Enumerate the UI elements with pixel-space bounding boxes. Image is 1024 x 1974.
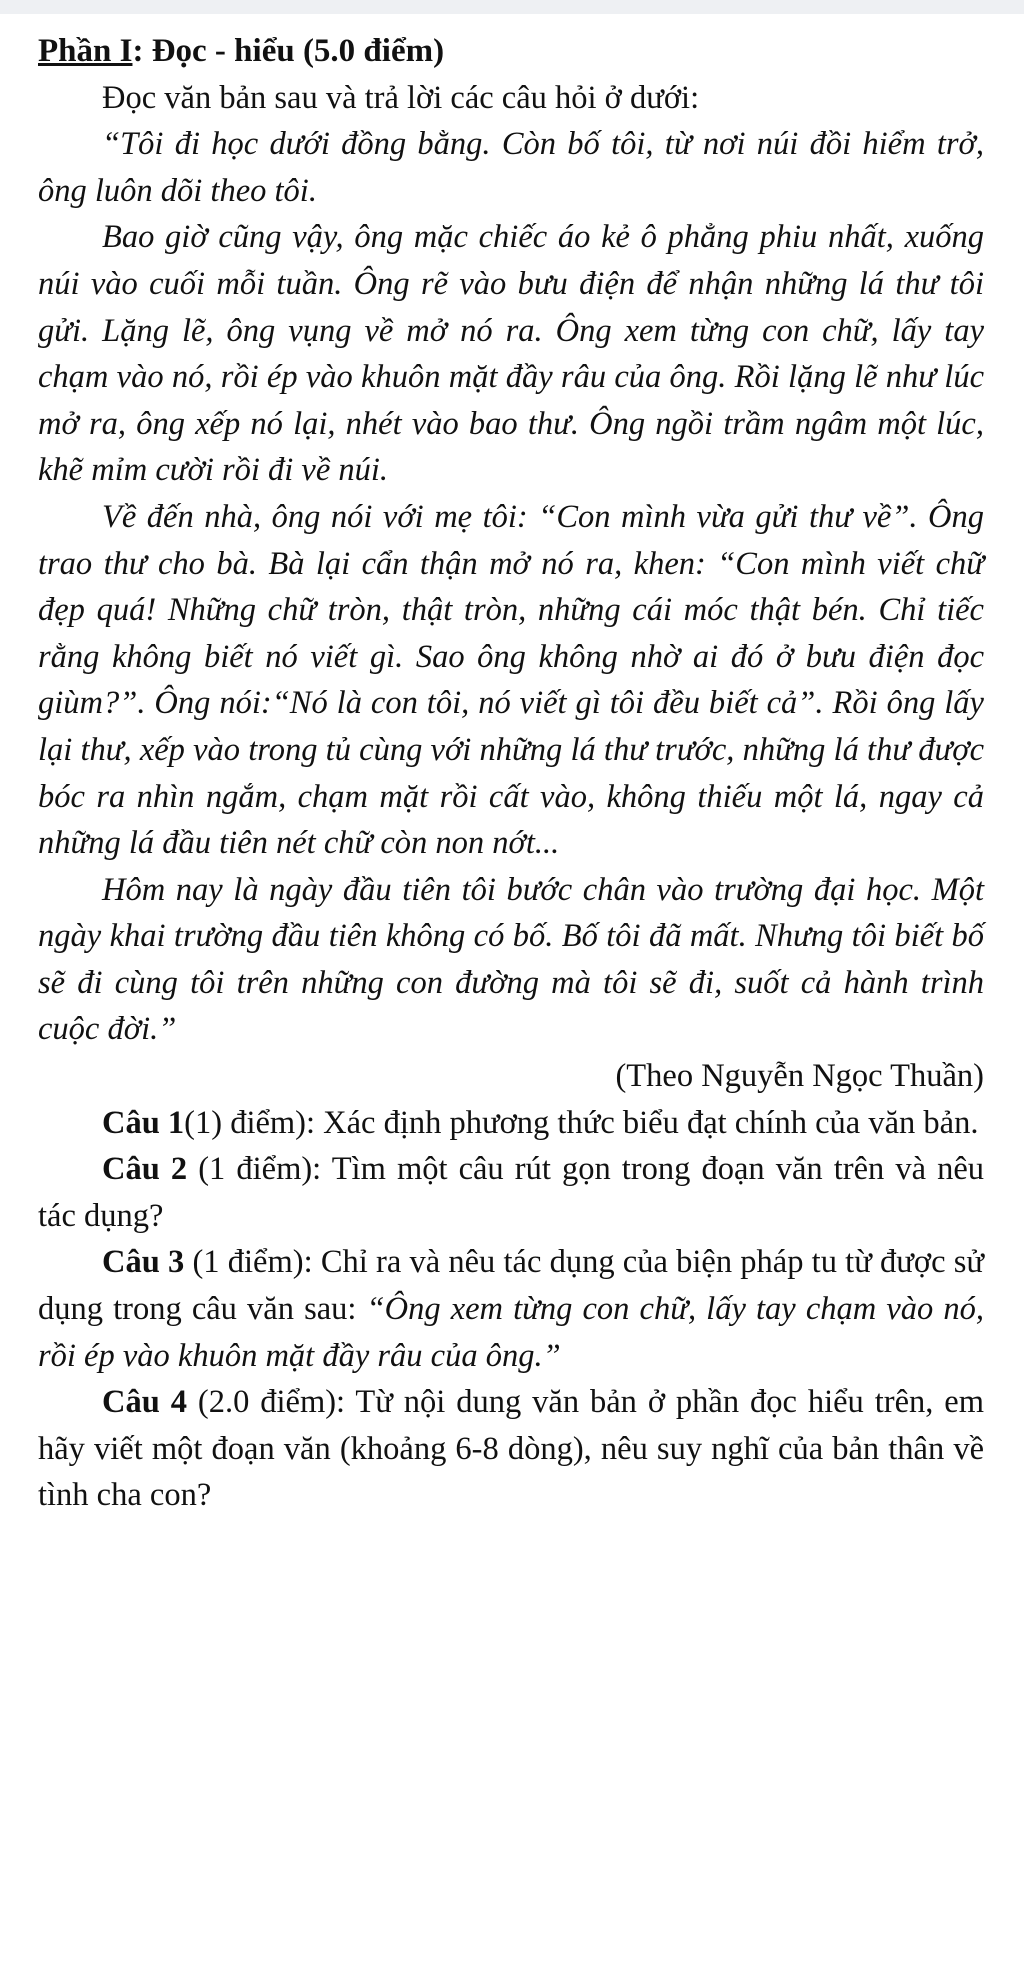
section-title: : Đọc - hiểu (5.0 điểm)	[132, 33, 445, 69]
question-1-text: (1) điểm): Xác định phương thức biểu đạt chính của văn bản.	[184, 1104, 979, 1141]
instruction: Đọc văn bản sau và trả lời các câu hỏi ở dưới:	[102, 79, 700, 116]
question-4-text: (2.0 điểm): Từ nội dung văn bản ở phần đọc hiểu trên, em hãy viết một đoạn văn (khoảng 6-8 dòng), nêu suy nghĩ của bản thân về tình cha con?	[38, 1384, 984, 1514]
passage-paragraph-1: “Tôi đi học dưới đồng bằng. Còn bố tôi, từ nơi núi đồi hiểm trở, ông luôn dõi theo tôi.	[38, 126, 984, 209]
question-3-label: Câu 3	[102, 1244, 185, 1281]
question-3-text: (1 điểm): Chỉ ra và nêu tác dụng của biện pháp tu từ được sử dụng trong câu văn sau:	[38, 1244, 984, 1328]
passage-paragraph-4: Hôm nay là ngày đầu tiên tôi bước chân vào trường đại học. Một ngày khai trường đầu tiên không có bố. Bố tôi đã mất. Nhưng tôi biết bố sẽ đi cùng tôi trên những con đường mà tôi sẽ đi, suốt cả hành trình cuộc đời.”	[38, 871, 984, 1048]
passage-paragraph-3: Về đến nhà, ông nói với mẹ tôi: “Con mình vừa gửi thư về”. Ông trao thư cho bà. Bà lại cẩn thận mở nó ra, khen: “Con mình viết chữ đẹp quá! Những chữ tròn, thật tròn, những cái móc thật bén. Chỉ tiếc rằng không biết nó viết gì. Sao ông không nhờ ai đó ở bưu điện đọc giùm?”. Ông nói:“Nó là con tôi, nó viết gì tôi đều biết cả”. Rồi ông lấy lại thư, xếp vào trong tủ cùng với những lá thư trước, những lá thư được bóc ra nhìn ngắm, chạm mặt rồi cất vào, không thiếu một lá, ngay cả những lá đầu tiên nét chữ còn non nớt...	[38, 498, 984, 862]
question-1-label: Câu 1	[102, 1104, 185, 1141]
question-2	[38, 1146, 984, 1239]
source-attribution: (Theo Nguyễn Ngọc Thuần)	[615, 1058, 984, 1095]
question-3-quote: “Ông xem từng con chữ, lấy tay chạm vào nó, rồi ép vào khuôn mặt đầy râu của ông.”	[38, 1291, 984, 1374]
top-bar	[0, 0, 1024, 14]
section-label: Phần I	[38, 33, 133, 69]
question-3	[38, 1239, 984, 1379]
question-4	[38, 1379, 984, 1519]
question-2-label: Câu 2	[102, 1151, 188, 1188]
document-page	[38, 28, 984, 1519]
section-heading	[38, 28, 984, 75]
passage-paragraph-2: Bao giờ cũng vậy, ông mặc chiếc áo kẻ ô phẳng phiu nhất, xuống núi vào cuối mỗi tuần. Ông rẽ vào bưu điện để nhận những lá thư tôi gửi. Lặng lẽ, ông vụng về mở nó ra. Ông xem từng con chữ, lấy tay chạm vào nó, rồi ép vào khuôn mặt đầy râu của ông. Rồi lặng lẽ như lúc mở ra, ông xếp nó lại, nhét vào bao thư. Ông ngồi trầm ngâm một lúc, khẽ mỉm cười rồi đi về núi.	[38, 219, 984, 489]
question-1	[38, 1100, 984, 1147]
question-4-label: Câu 4	[102, 1384, 187, 1421]
question-2-text: (1 điểm): Tìm một câu rút gọn trong đoạn văn trên và nêu tác dụng?	[38, 1151, 985, 1234]
